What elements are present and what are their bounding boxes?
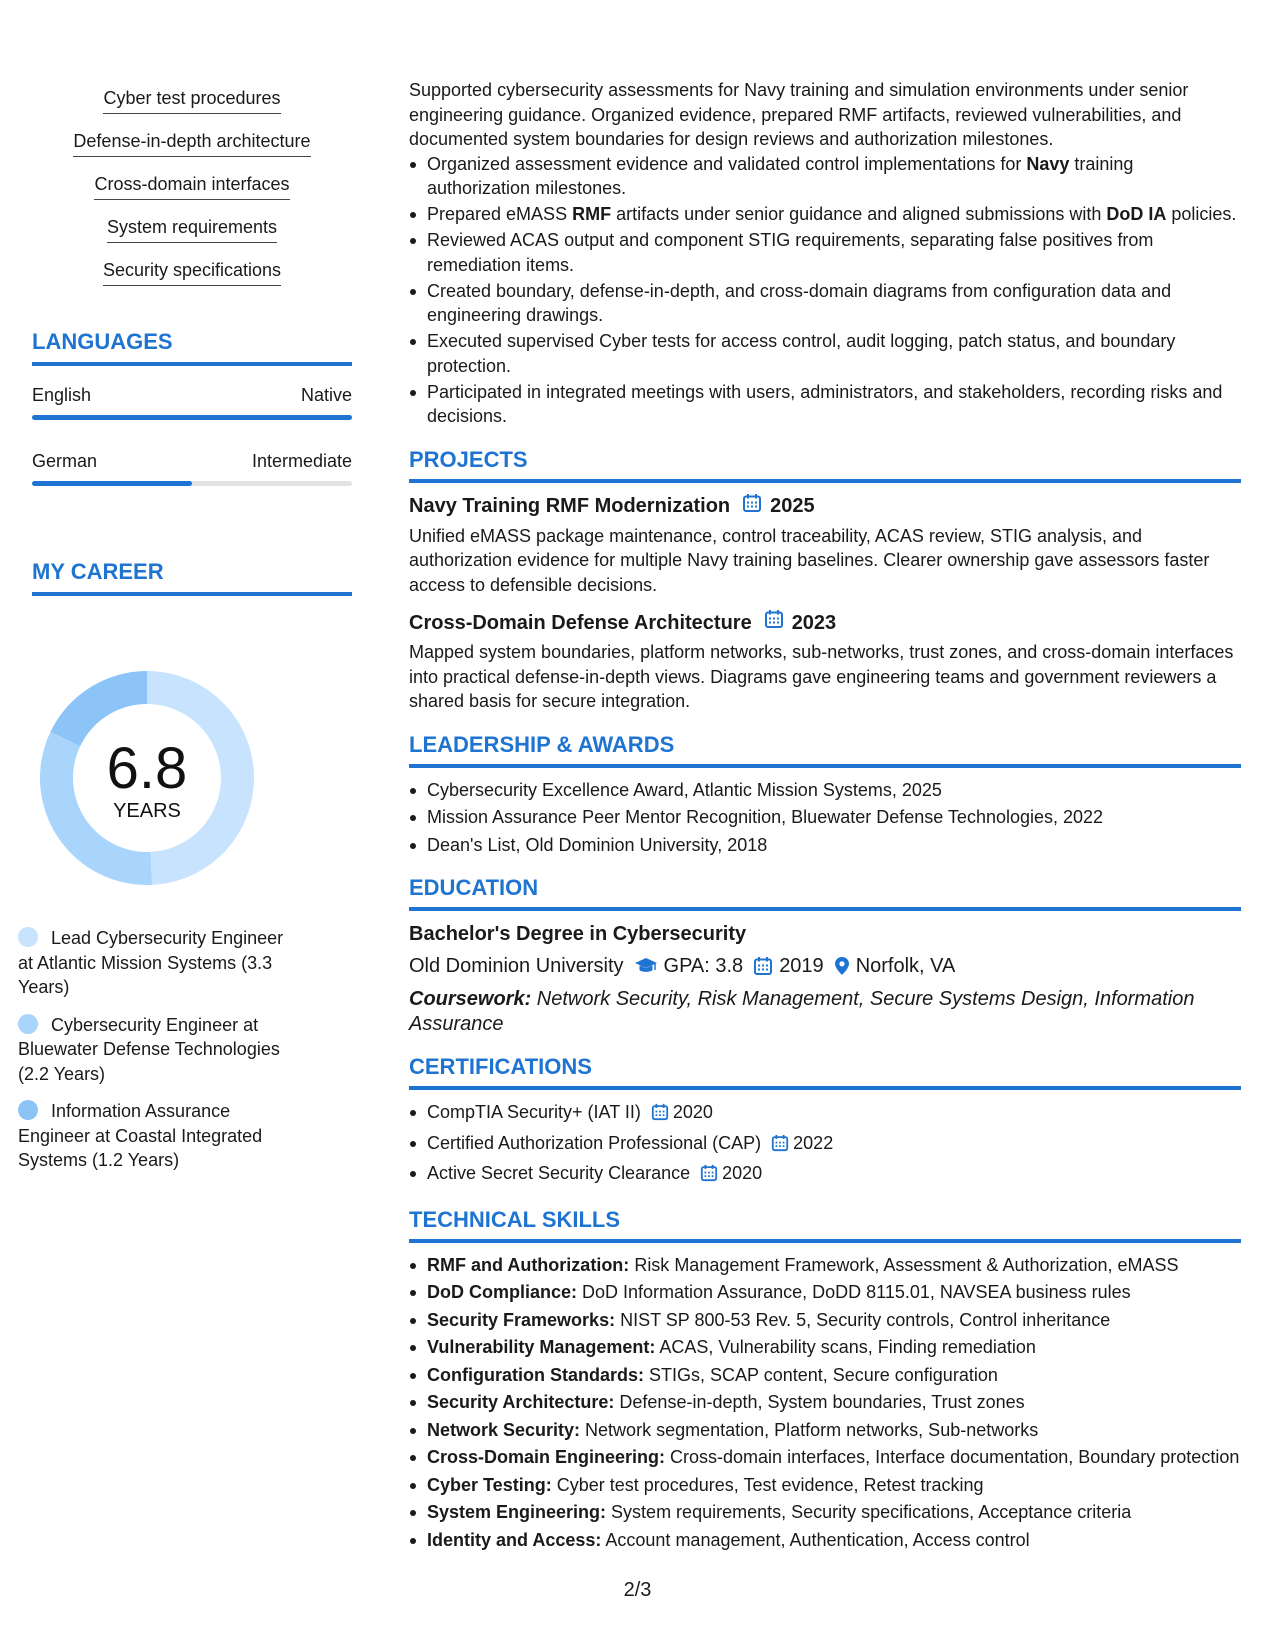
skill-values: DoD Information Assurance, DoDD 8115.01, NAVSEA business rules bbox=[577, 1282, 1131, 1302]
education-location: Norfolk, VA bbox=[855, 955, 956, 977]
certification-item bbox=[427, 1161, 1241, 1189]
language-item bbox=[32, 384, 352, 420]
skill-values: Cross-domain interfaces, Interface documentation, Boundary protection bbox=[665, 1447, 1240, 1467]
skill-category: Security Frameworks: bbox=[427, 1309, 616, 1330]
project-year: 2025 bbox=[770, 495, 815, 517]
skill-category: Network Security: bbox=[427, 1419, 581, 1440]
project-item bbox=[409, 493, 1241, 598]
skill-item bbox=[427, 1500, 1241, 1525]
skill-item bbox=[427, 1473, 1241, 1498]
legend-dot bbox=[18, 1014, 38, 1034]
calendar-icon bbox=[764, 609, 784, 636]
career-total-years: 6.8 bbox=[106, 736, 188, 801]
education-degree: Bachelor's Degree in Cybersecurity bbox=[409, 923, 747, 945]
skill-category: DoD Compliance: bbox=[427, 1282, 578, 1302]
education-coursework bbox=[409, 987, 1241, 1036]
languages-heading: LANGUAGES bbox=[32, 329, 352, 366]
skills-heading: TECHNICAL SKILLS bbox=[409, 1207, 1241, 1243]
experience-bullet bbox=[427, 228, 1241, 277]
bullet-text: Organized assessment evidence and validated control implementations for bbox=[427, 153, 1027, 174]
experience-bullet bbox=[427, 329, 1241, 378]
skill-category: System Engineering: bbox=[427, 1502, 607, 1522]
career-total-unit: YEARS bbox=[113, 800, 181, 822]
skill-category: Vulnerability Management: bbox=[427, 1337, 656, 1357]
language-proficiency-bar bbox=[32, 415, 352, 420]
bullet-text: Participated in integrated meetings with users, administrators, and stakeholders, recording risks and decisions. bbox=[427, 381, 1223, 426]
skill-category: Cross-Domain Engineering: bbox=[427, 1447, 666, 1467]
certifications-heading: CERTIFICATIONS bbox=[409, 1054, 1241, 1090]
skill-item bbox=[427, 1390, 1241, 1415]
calendar-icon bbox=[771, 1134, 789, 1159]
coursework-label: Coursework: bbox=[409, 988, 532, 1010]
experience-bullet bbox=[427, 152, 1241, 201]
skill-tags bbox=[32, 86, 352, 286]
project-description: Unified eMASS package maintenance, control traceability, ACAS review, STIG analysis, and authorization evidence for multiple Navy training baselines. Clearer ownership gave assessors faster access to defensible decisions. bbox=[409, 525, 1210, 595]
bold-keyword: DoD IA bbox=[1106, 204, 1167, 224]
career-legend-text: Information Assurance Engineer at Coastal Integrated Systems (1.2 Years) bbox=[18, 1101, 263, 1170]
skill-item bbox=[427, 1418, 1241, 1443]
certification-year: 2020 bbox=[722, 1163, 763, 1183]
experience-bullets bbox=[427, 152, 1241, 429]
page-number: 2/3 bbox=[623, 1579, 652, 1601]
career-legend bbox=[18, 926, 298, 1173]
education-school: Old Dominion University bbox=[409, 955, 624, 977]
certification-year: 2020 bbox=[672, 1102, 713, 1122]
calendar-icon bbox=[742, 493, 762, 520]
language-proficiency-fill bbox=[32, 415, 352, 420]
award-item: Dean's List, Old Dominion University, 2018 bbox=[427, 833, 1241, 858]
bold-keyword: RMF bbox=[572, 204, 612, 224]
project-year: 2023 bbox=[791, 611, 837, 634]
award-item: Mission Assurance Peer Mentor Recognition, Bluewater Defense Technologies, 2022 bbox=[427, 805, 1241, 830]
language-level: Native bbox=[300, 385, 352, 405]
skill-values: Defense-in-depth, System boundaries, Trust zones bbox=[614, 1392, 1025, 1412]
skill-category: RMF and Authorization: bbox=[427, 1254, 630, 1275]
calendar-icon bbox=[753, 956, 773, 976]
bullet-text: training authorization milestones. bbox=[427, 153, 1134, 198]
legend-dot bbox=[18, 927, 38, 947]
projects-heading: PROJECTS bbox=[409, 447, 1241, 483]
language-proficiency-bar bbox=[32, 481, 352, 486]
bold-keyword: Navy bbox=[1026, 153, 1070, 174]
language-item bbox=[32, 450, 352, 486]
language-name: English bbox=[32, 385, 92, 405]
certification-year: 2022 bbox=[793, 1132, 834, 1153]
experience-bullet bbox=[427, 279, 1241, 328]
project-name: Navy Training RMF Modernization bbox=[409, 495, 731, 517]
donut-segment bbox=[50, 671, 147, 746]
bullet-text: artifacts under senior guidance and aligned submissions with bbox=[611, 204, 1107, 224]
awards-list bbox=[427, 778, 1241, 858]
legend-dot bbox=[18, 1100, 38, 1120]
language-proficiency-fill bbox=[32, 481, 192, 486]
skill-tag: System requirements bbox=[107, 215, 277, 243]
certifications-list bbox=[427, 1100, 1241, 1189]
project-description: Mapped system boundaries, platform networks, sub-networks, trust zones, and cross-domain interfaces into practical defense-in-depth views. Diagrams gave engineering teams and government reviewers a shared basis for secure integration. bbox=[409, 642, 1234, 711]
education-heading: EDUCATION bbox=[409, 875, 1241, 911]
bullet-text: policies. bbox=[1166, 204, 1237, 224]
skill-item bbox=[427, 1335, 1241, 1360]
skill-category: Security Architecture: bbox=[427, 1392, 615, 1412]
bullet-text: Executed supervised Cyber tests for access control, audit logging, patch status, and boundary protection. bbox=[427, 331, 1176, 376]
project-name: Cross-Domain Defense Architecture bbox=[409, 611, 752, 634]
career-legend-text: Lead Cybersecurity Engineer at Atlantic Mission Systems (3.3 Years) bbox=[18, 928, 284, 997]
skill-values: NIST SP 800-53 Rev. 5, Security controls, Control inheritance bbox=[615, 1309, 1111, 1330]
skill-item bbox=[427, 1445, 1241, 1470]
experience-summary: Supported cybersecurity assessments for Navy training and simulation environments under senior engineering guidance. Organized evidence, prepared RMF artifacts, reviewed vulnerabilities, and documented system boundaries for design reviews and authorization milestones. bbox=[409, 80, 1189, 149]
skill-values: System requirements, Security specifications, Acceptance criteria bbox=[606, 1502, 1132, 1522]
certification-name: Certified Authorization Professional (CAP) bbox=[427, 1132, 762, 1153]
award-item: Cybersecurity Excellence Award, Atlantic Mission Systems, 2025 bbox=[427, 778, 1241, 803]
career-donut-center bbox=[34, 738, 260, 822]
project-item bbox=[409, 609, 1241, 714]
bullet-text: Prepared eMASS bbox=[427, 204, 573, 224]
location-pin-icon bbox=[834, 956, 850, 976]
experience-bullet bbox=[427, 380, 1241, 429]
career-legend-item bbox=[18, 926, 298, 1000]
skill-values: Network segmentation, Platform networks, Sub-networks bbox=[580, 1419, 1039, 1440]
education-year: 2019 bbox=[779, 955, 824, 977]
skill-category: Cyber Testing: bbox=[427, 1474, 552, 1495]
right-column bbox=[409, 78, 1241, 1552]
calendar-icon bbox=[651, 1103, 669, 1128]
skill-item bbox=[427, 1308, 1241, 1333]
skill-values: Risk Management Framework, Assessment & Authorization, eMASS bbox=[629, 1254, 1179, 1275]
education-item bbox=[409, 921, 1241, 1036]
skill-item bbox=[427, 1253, 1241, 1278]
certification-name: Active Secret Security Clearance bbox=[427, 1163, 691, 1183]
skill-tag: Security specifications bbox=[103, 258, 281, 286]
skill-values: STIGs, SCAP content, Secure configuration bbox=[644, 1364, 998, 1385]
skill-item bbox=[427, 1528, 1241, 1553]
skill-category: Configuration Standards: bbox=[427, 1364, 644, 1385]
skill-category: Identity and Access: bbox=[427, 1529, 602, 1550]
skill-tag: Defense-in-depth architecture bbox=[73, 129, 310, 157]
skills-list bbox=[427, 1253, 1241, 1553]
certification-name: CompTIA Security+ (IAT II) bbox=[427, 1102, 641, 1122]
education-gpa: GPA: 3.8 bbox=[663, 955, 744, 977]
bullet-text: Reviewed ACAS output and component STIG requirements, separating false positives from remediation items. bbox=[427, 230, 1154, 275]
career-heading: MY CAREER bbox=[32, 559, 352, 596]
certification-item bbox=[427, 1131, 1241, 1159]
skill-tag: Cross-domain interfaces bbox=[94, 172, 289, 200]
skill-values: ACAS, Vulnerability scans, Finding remediation bbox=[655, 1337, 1036, 1357]
language-level: Intermediate bbox=[251, 451, 352, 471]
skill-item bbox=[427, 1363, 1241, 1388]
calendar-icon bbox=[700, 1164, 718, 1189]
bullet-text: Created boundary, defense-in-depth, and cross-domain diagrams from configuration data and engineering drawings. bbox=[427, 280, 1172, 325]
skill-item bbox=[427, 1280, 1241, 1305]
career-legend-item bbox=[18, 1013, 298, 1087]
experience-bullet bbox=[427, 202, 1241, 227]
career-legend-item bbox=[18, 1099, 298, 1173]
skill-values: Account management, Authentication, Access control bbox=[601, 1529, 1030, 1550]
skill-tag: Cyber test procedures bbox=[103, 86, 280, 114]
coursework-text: Network Security, Risk Management, Secure Systems Design, Information Assurance bbox=[409, 988, 1195, 1035]
certification-item bbox=[427, 1100, 1241, 1128]
career-legend-text: Cybersecurity Engineer at Bluewater Defense Technologies (2.2 Years) bbox=[18, 1014, 280, 1084]
skill-values: Cyber test procedures, Test evidence, Retest tracking bbox=[551, 1474, 984, 1495]
language-name: German bbox=[32, 451, 98, 471]
graduation-cap-icon bbox=[634, 956, 658, 976]
awards-heading: LEADERSHIP & AWARDS bbox=[409, 732, 1241, 768]
